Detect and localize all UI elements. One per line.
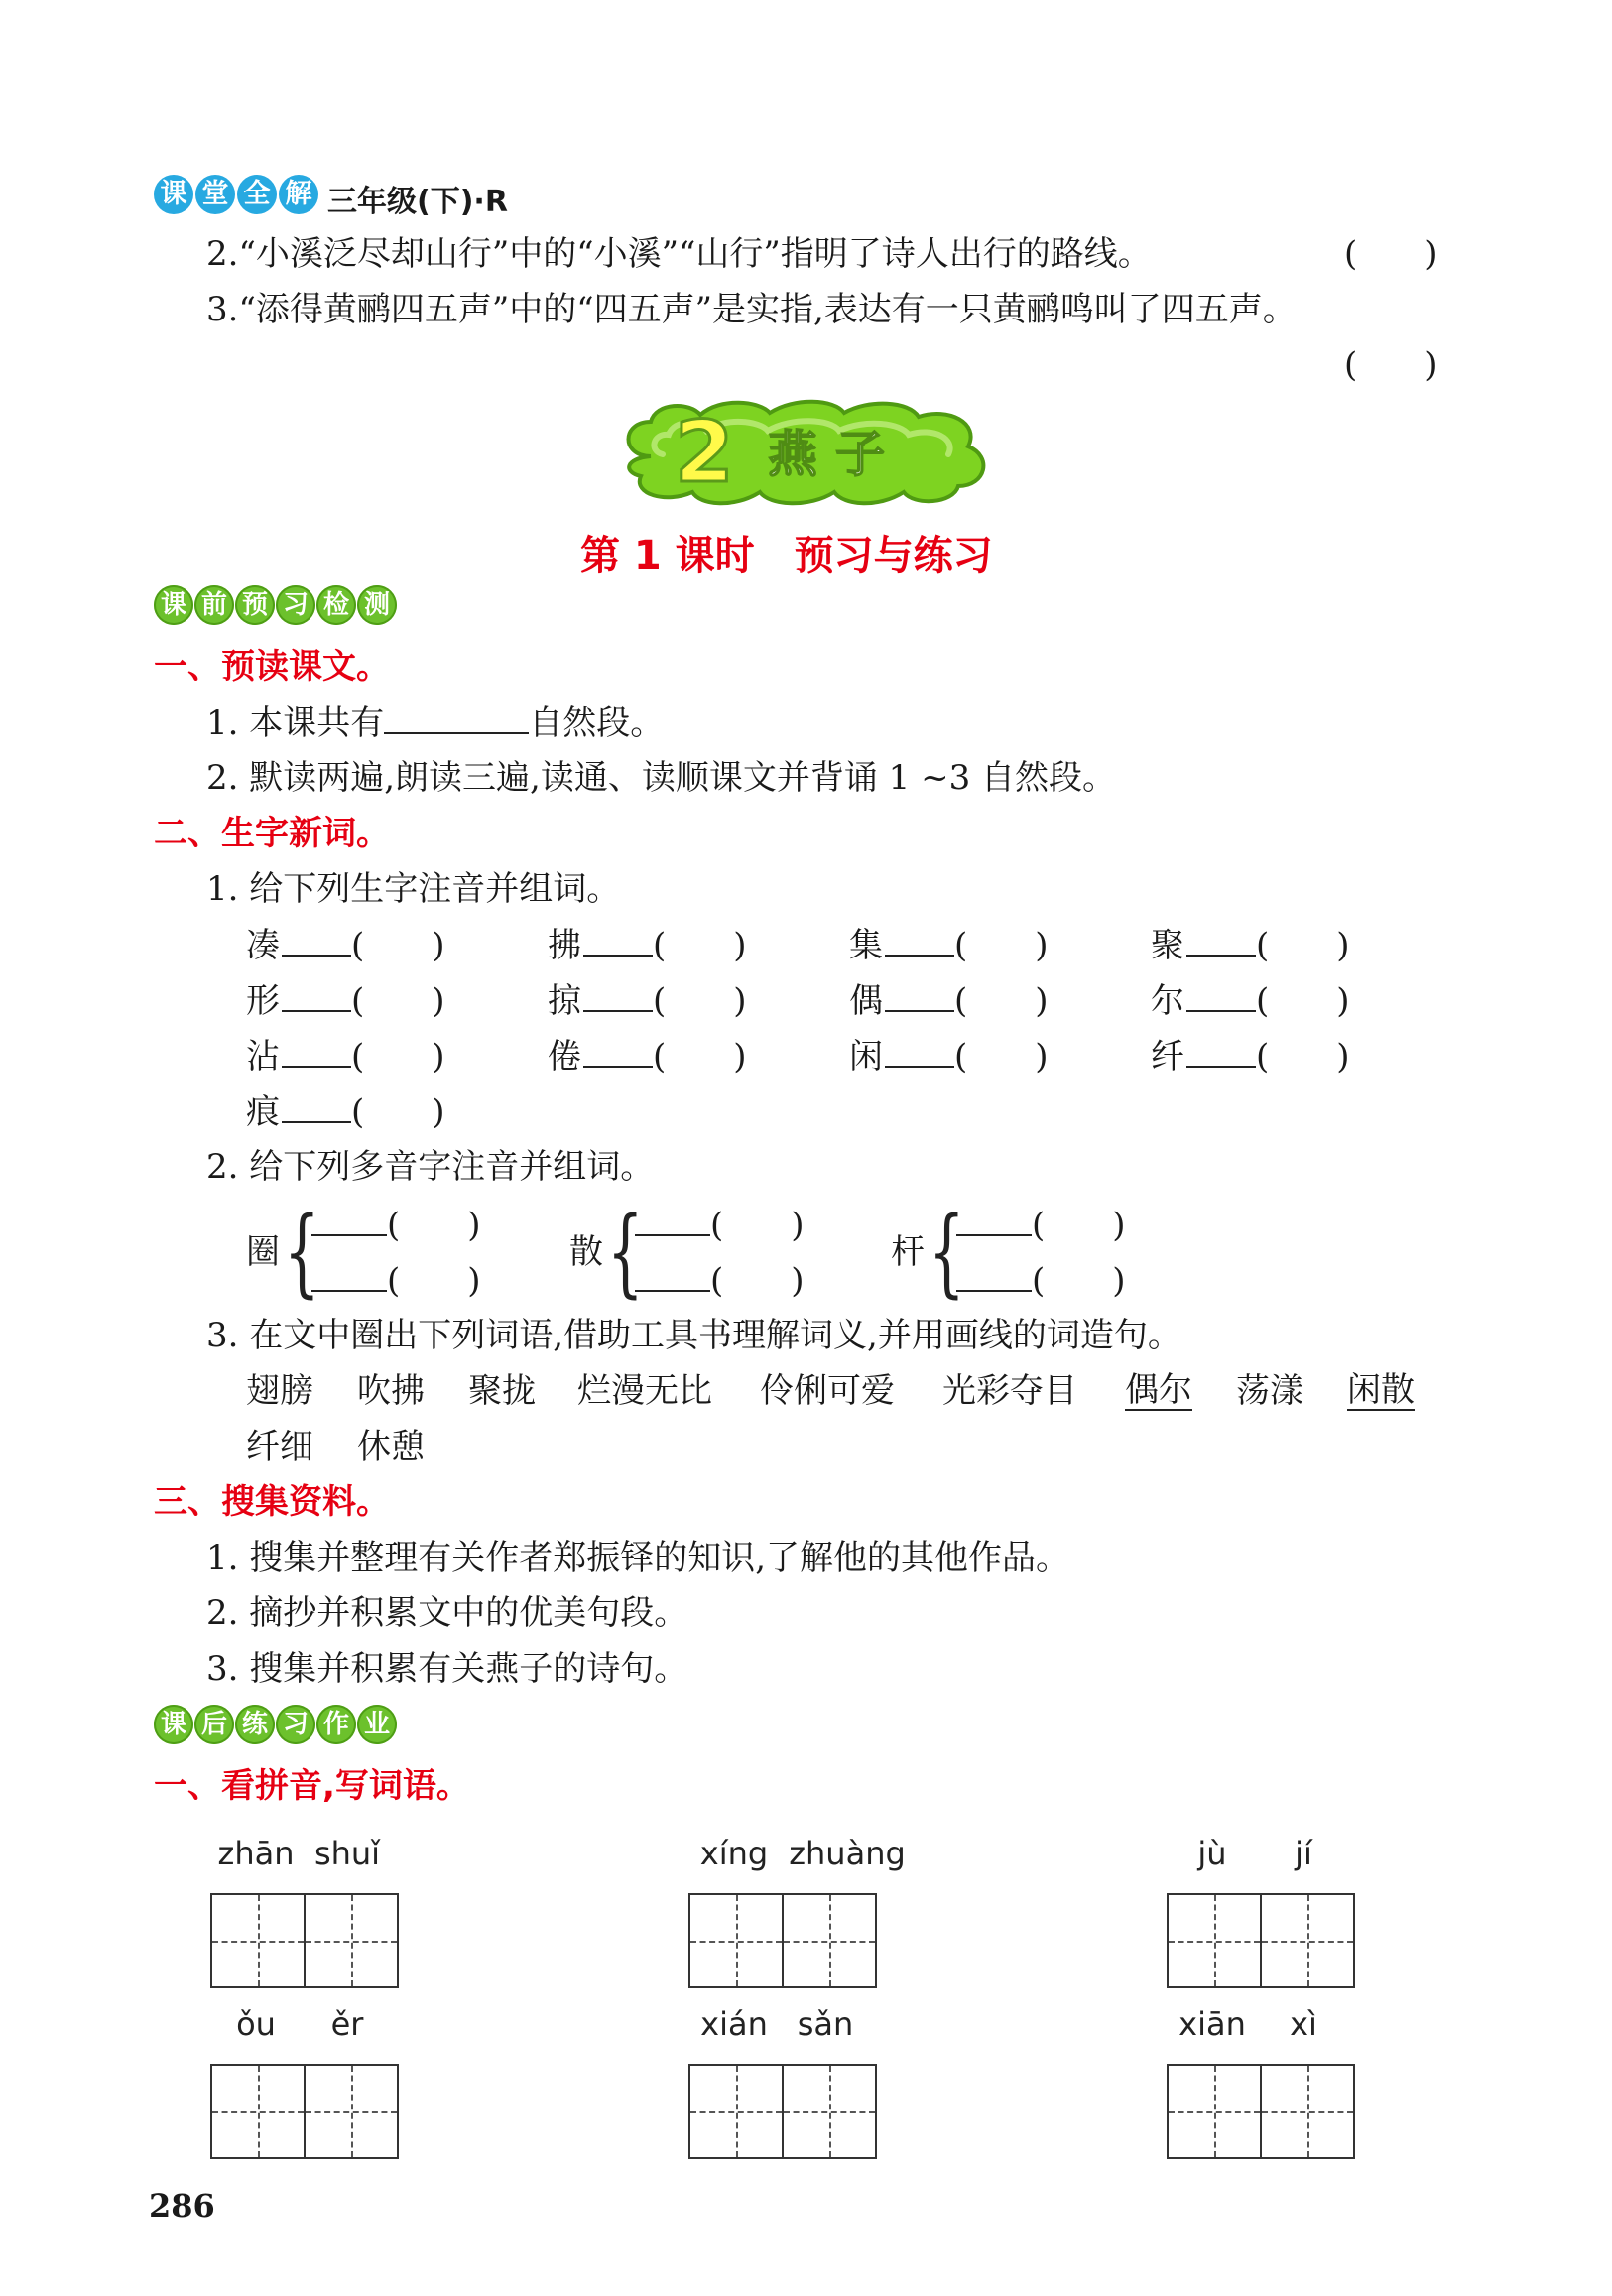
badge-char: 作 <box>316 1705 356 1744</box>
char: 拂 <box>548 926 581 965</box>
char-item <box>1151 980 1355 1021</box>
pinyin-paren[interactable]: ( ) <box>1256 981 1350 1021</box>
vocab-word: 翅膀 <box>246 1371 313 1411</box>
polyphone-item <box>891 1197 1188 1310</box>
writing-cell[interactable] <box>782 2064 877 2159</box>
char: 尔 <box>1151 981 1184 1021</box>
vocab-word: 纤细 <box>246 1427 313 1467</box>
answer-blank[interactable] <box>1186 980 1256 1012</box>
polyphone-row <box>635 1205 805 1245</box>
writing-cell[interactable] <box>210 2064 306 2159</box>
char-item <box>849 1036 1054 1077</box>
writing-grid[interactable] <box>210 1893 399 1988</box>
pinyin-paren[interactable]: ( ) <box>653 926 747 965</box>
pinyin-paren[interactable]: ( ) <box>710 1206 805 1245</box>
badge-char: 预 <box>235 585 275 625</box>
char-item <box>1151 925 1355 965</box>
answer-blank[interactable] <box>885 980 954 1012</box>
char-item <box>548 925 752 965</box>
vocab-word: 光彩夺目 <box>942 1371 1077 1411</box>
writing-cell[interactable] <box>1167 1893 1262 1988</box>
pinyin: xì <box>1290 2005 1317 2043</box>
writing-cell[interactable] <box>688 1893 784 1988</box>
answer-blank[interactable] <box>282 1036 351 1068</box>
part3-item: 2. 摘抄并积累文中的优美句段。 <box>206 1594 688 1633</box>
part1-q1-after: 自然段。 <box>529 703 665 743</box>
pinyin-paren[interactable]: ( ) <box>1032 1206 1126 1245</box>
badge-char: 业 <box>357 1705 397 1744</box>
pinyin-paren[interactable]: ( ) <box>351 981 445 1021</box>
brace-icon: { <box>607 1197 644 1308</box>
char: 闲 <box>849 1037 883 1077</box>
badge-char: 习 <box>276 585 315 625</box>
pre-class-badge <box>154 585 397 625</box>
pinyin-paren[interactable]: ( ) <box>387 1261 481 1301</box>
pinyin-paren[interactable]: ( ) <box>653 1037 747 1077</box>
pinyin: xián <box>700 2005 768 2043</box>
prev-item-3: 3.“添得黄鹂四五声”中的“四五声”是实指,表达有一只黄鹂鸣叫了四五声。 <box>206 290 1297 329</box>
polyphone-row <box>956 1260 1126 1301</box>
pinyin-paren[interactable]: ( ) <box>954 981 1049 1021</box>
writing-cell[interactable] <box>1260 2064 1355 2159</box>
writing-cell[interactable] <box>304 2064 399 2159</box>
char-item <box>849 925 1054 965</box>
writing-grid[interactable] <box>688 2064 877 2159</box>
answer-blank[interactable] <box>282 925 351 957</box>
pinyin: xiān <box>1178 2005 1246 2043</box>
vocab-word: 烂漫无比 <box>577 1371 712 1411</box>
part2-q3: 3. 在文中圈出下列词语,借助工具书理解词义,并用画线的词造句。 <box>206 1316 1181 1355</box>
pinyin-paren[interactable]: ( ) <box>387 1206 481 1245</box>
answer-blank[interactable] <box>1186 1036 1256 1068</box>
polyphone-item <box>246 1197 544 1310</box>
char-item <box>548 1036 752 1077</box>
writing-cell[interactable] <box>1260 1893 1355 1988</box>
pinyin-paren[interactable]: ( ) <box>1032 1261 1126 1301</box>
answer-blank[interactable] <box>583 980 653 1012</box>
badge-char: 习 <box>276 1705 315 1744</box>
badge-char: 课 <box>154 1705 193 1744</box>
polyphone-char: 散 <box>569 1232 603 1272</box>
part1-q1-before: 1. 本课共有 <box>206 703 385 743</box>
char-item <box>246 925 450 965</box>
post-heading: 一、看拼音,写词语。 <box>154 1766 470 1806</box>
char: 痕 <box>246 1092 280 1132</box>
part2-q1: 1. 给下列生字注音并组词。 <box>206 869 621 909</box>
writing-cell[interactable] <box>210 1893 306 1988</box>
part2-q2: 2. 给下列多音字注音并组词。 <box>206 1147 655 1187</box>
answer-blank[interactable] <box>956 1260 1032 1292</box>
part2-heading: 二、生字新词。 <box>154 814 390 853</box>
writing-cell[interactable] <box>1167 2064 1262 2159</box>
part3-item: 1. 搜集并整理有关作者郑振铎的知识,了解他的其他作品。 <box>206 1538 1070 1578</box>
writing-cell[interactable] <box>304 1893 399 1988</box>
pinyin: jí <box>1295 1835 1312 1872</box>
badge-char: 课 <box>154 175 193 214</box>
pinyin-paren[interactable]: ( ) <box>351 1037 445 1077</box>
char: 倦 <box>548 1037 581 1077</box>
lesson-subtitle: 第 1 课时 预习与练习 <box>580 533 993 578</box>
char-item <box>849 980 1054 1021</box>
pinyin: zhuàng <box>789 1835 906 1872</box>
brace-icon: { <box>284 1197 320 1308</box>
part1-heading: 一、预读课文。 <box>154 647 390 687</box>
badge-char: 测 <box>357 585 397 625</box>
page-number: 286 <box>149 2187 215 2225</box>
char: 凑 <box>246 926 280 965</box>
badge-char: 全 <box>237 175 277 214</box>
writing-grid[interactable] <box>1167 2064 1355 2159</box>
pinyin-paren[interactable]: ( ) <box>710 1261 805 1301</box>
pinyin-paren[interactable]: ( ) <box>351 926 445 965</box>
badge-char: 练 <box>235 1705 275 1744</box>
writing-grid[interactable] <box>688 1893 877 1988</box>
answer-blank[interactable] <box>956 1205 1032 1236</box>
polyphone-item <box>569 1197 867 1310</box>
char-item <box>1151 1036 1355 1077</box>
char-item <box>246 1036 450 1077</box>
answer-blank[interactable] <box>583 1036 653 1068</box>
answer-blank[interactable] <box>1186 925 1256 957</box>
prev-item-3-paren: ( ) <box>1344 345 1438 385</box>
part3-item: 3. 搜集并积累有关燕子的诗句。 <box>206 1649 688 1689</box>
char-item <box>246 980 450 1021</box>
writing-grid[interactable] <box>210 2064 399 2159</box>
writing-cell[interactable] <box>688 2064 784 2159</box>
polyphone-row <box>311 1260 481 1301</box>
lesson-number: 2 <box>675 403 734 502</box>
char-item <box>246 1091 450 1132</box>
pinyin-paren[interactable]: ( ) <box>1256 1037 1350 1077</box>
answer-blank[interactable] <box>384 702 529 734</box>
char: 集 <box>849 926 883 965</box>
vocab-word: 荡漾 <box>1236 1371 1303 1411</box>
char: 聚 <box>1151 926 1184 965</box>
pinyin: ěr <box>330 2005 364 2043</box>
pinyin: zhān <box>217 1835 295 1872</box>
vocab-word: 聚拢 <box>468 1371 536 1411</box>
vocab-word: 伶俐可爱 <box>760 1371 895 1411</box>
vocab-word-underlined: 闲散 <box>1347 1370 1415 1410</box>
post-class-badge <box>154 1705 397 1744</box>
char: 掠 <box>548 981 581 1021</box>
pinyin: jù <box>1197 1835 1227 1872</box>
answer-blank[interactable] <box>282 980 351 1012</box>
badge-char: 前 <box>194 585 234 625</box>
polyphone-char: 圈 <box>246 1232 280 1272</box>
part1-q1 <box>206 702 664 743</box>
pinyin-paren[interactable]: ( ) <box>954 926 1049 965</box>
pinyin-paren[interactable]: ( ) <box>653 981 747 1021</box>
char-item <box>548 980 752 1021</box>
pinyin: sǎn <box>797 2005 854 2043</box>
part3-heading: 三、搜集资料。 <box>154 1482 390 1522</box>
lesson-title: 燕子 <box>768 426 903 483</box>
char: 形 <box>246 981 280 1021</box>
answer-blank[interactable] <box>311 1205 387 1236</box>
pinyin-paren[interactable]: ( ) <box>351 1092 445 1132</box>
brace-icon: { <box>929 1197 965 1308</box>
book-series-badge <box>154 175 318 214</box>
pinyin: xíng <box>699 1835 769 1872</box>
answer-blank[interactable] <box>635 1260 710 1292</box>
badge-char: 后 <box>194 1705 234 1744</box>
grade-label: 三年级(下)·R <box>327 185 508 219</box>
answer-blank[interactable] <box>583 925 653 957</box>
pinyin: ǒu <box>236 2005 276 2043</box>
polyphone-char: 杆 <box>891 1232 925 1272</box>
answer-blank[interactable] <box>311 1260 387 1292</box>
badge-char: 堂 <box>195 175 235 214</box>
char: 沾 <box>246 1037 280 1077</box>
vocab-word-underlined: 偶尔 <box>1125 1370 1192 1410</box>
polyphone-row <box>311 1205 481 1245</box>
answer-blank[interactable] <box>885 925 954 957</box>
prev-item-2: 2.“小溪泛尽却山行”中的“小溪”“山行”指明了诗人出行的路线。 <box>206 234 1152 274</box>
answer-blank[interactable] <box>885 1036 954 1068</box>
prev-item-2-paren: ( ) <box>1344 234 1438 274</box>
pinyin: shuǐ <box>313 1835 381 1872</box>
badge-char: 解 <box>279 175 318 214</box>
char: 纤 <box>1151 1037 1184 1077</box>
writing-cell[interactable] <box>782 1893 877 1988</box>
pinyin-paren[interactable]: ( ) <box>1256 926 1350 965</box>
pinyin-paren[interactable]: ( ) <box>954 1037 1049 1077</box>
lesson-title-banner <box>611 397 998 511</box>
polyphone-row <box>635 1260 805 1301</box>
badge-char: 课 <box>154 585 193 625</box>
part1-q2: 2. 默读两遍,朗读三遍,读通、读顺课文并背诵 1 ~3 自然段。 <box>206 758 1117 798</box>
writing-grid[interactable] <box>1167 1893 1355 1988</box>
answer-blank[interactable] <box>282 1091 351 1123</box>
answer-blank[interactable] <box>635 1205 710 1236</box>
vocab-word: 吹拂 <box>357 1371 425 1411</box>
polyphone-row <box>956 1205 1126 1245</box>
vocab-word: 休憩 <box>357 1427 425 1467</box>
char: 偶 <box>849 981 883 1021</box>
badge-char: 检 <box>316 585 356 625</box>
